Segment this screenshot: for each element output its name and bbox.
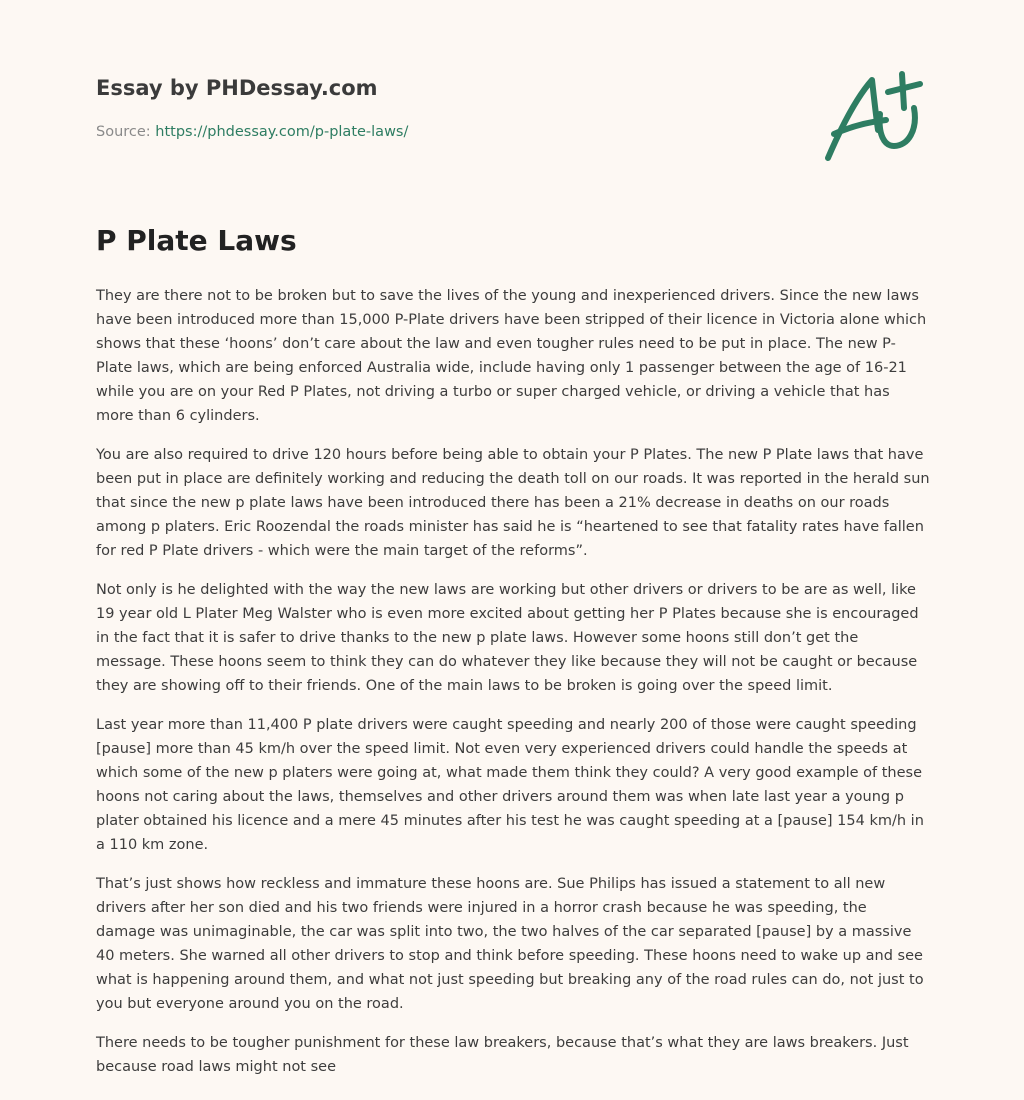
a-plus-logo-icon bbox=[822, 68, 926, 164]
site-title: Essay by PHDessay.com bbox=[96, 76, 378, 100]
essay-title: P Plate Laws bbox=[96, 224, 297, 257]
source-label: Source: bbox=[96, 124, 151, 140]
essay-paragraph: Not only is he delighted with the way the new laws are working but other drivers or drivers to be are as well, like 19 year old L Plater Meg Walster who is even more excited about getting her P Plates because she is encouraged in the fact that it is safer to drive thanks to the new p plate laws. However some hoons still don’t get the message. These hoons seem to think they can do whatever they like because they will not be caught or because they are showing off to their friends. One of the main laws to be broken is going over the speed limit. bbox=[96, 582, 919, 694]
source-line bbox=[96, 124, 408, 140]
essay-paragraph: That’s just shows how reckless and immature these hoons are. Sue Philips has issued a statement to all new drivers after her son died and his two friends were injured in a horror crash because he was speeding, the damage was unimaginable, the car was split into two, the two halves of the car separated [pause] by a massive 40 meters. She warned all other drivers to stop and think before speeding. These hoons need to wake up and see what is happening around them, and what not just speeding but breaking any of the road rules can do, not just to you but everyone around you on the road. bbox=[96, 876, 924, 1012]
essay-paragraph: There needs to be tougher punishment for these law breakers, because that’s what they are laws breakers. Just because road laws might not see bbox=[96, 1035, 909, 1075]
essay-paragraph: You are also required to drive 120 hours before being able to obtain your P Plates. The new P Plate laws that have been put in place are definitely working and reducing the death toll on our roads. It was reported in the herald sun that since the new p plate laws have been introduced there has been a 21% decrease in deaths on our roads among p platers. Eric Roozendal the roads minister has said he is “heartened to see that fatality rates have fallen for red P Plate drivers - which were the main target of the reforms”. bbox=[96, 447, 930, 559]
essay-body bbox=[96, 284, 930, 1094]
essay-paragraph: Last year more than 11,400 P plate drivers were caught speeding and nearly 200 of those were caught speeding [pause] more than 45 km/h over the speed limit. Not even very experienced drivers could handle the speeds at which some of the new p platers were going at, what made them think they could? A very good example of these hoons not caring about the laws, themselves and other drivers around them was when late last year a young p plater obtained his licence and a mere 45 minutes after his test he was caught speeding at a [pause] 154 km/h in a 110 km zone. bbox=[96, 717, 924, 853]
source-link[interactable]: https://phdessay.com/p-plate-laws/ bbox=[155, 124, 409, 140]
essay-paragraph: They are there not to be broken but to save the lives of the young and inexperienced drivers. Since the new laws have been introduced more than 15,000 P-Plate drivers have been stripped of their licence in Victoria alone which shows that these ‘hoons’ don’t care about the law and even tougher rules need to be put in place. The new P-Plate laws, which are being enforced Australia wide, include having only 1 passenger between the age of 16-21 while you are on your Red P Plates, not driving a turbo or super charged vehicle, or driving a vehicle that has more than 6 cylinders. bbox=[96, 288, 927, 424]
